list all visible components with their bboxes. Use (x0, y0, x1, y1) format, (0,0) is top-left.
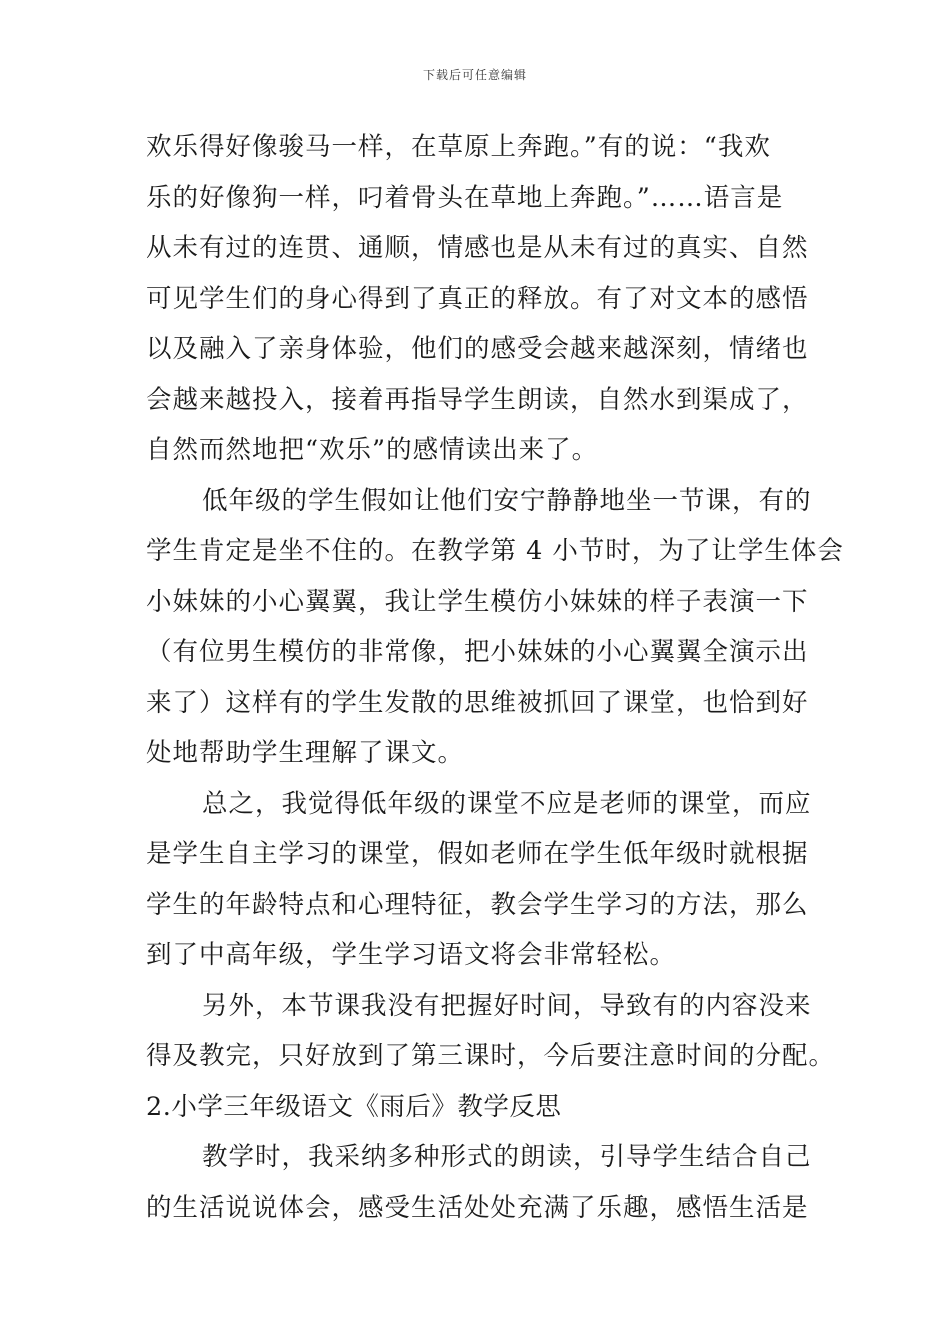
text-line: 学生肯定是坐不住的。在教学第 4 小节时，为了让学生体会 (146, 536, 844, 566)
page-header: 下载后可任意编辑 (422, 68, 527, 82)
text-line: 总之，我觉得低年级的课堂不应是老师的课堂，而应 (202, 788, 812, 819)
text-line: 乐的好像狗一样，叼着骨头在草地上奔跑。”……语言是 (146, 182, 784, 213)
text-line: 是学生自主学习的课堂，假如老师在学生低年级时就根据 (146, 839, 809, 869)
text-line: 会越来越投入，接着再指导学生朗读，自然水到渠成了， (146, 384, 809, 415)
text-line: 学生的年龄特点和心理特征，教会学生学习的方法，那么 (146, 889, 809, 920)
text-line: 从未有过的连贯、通顺，情感也是从未有过的真实、自然 (146, 233, 809, 263)
text-line: 的生活说说体会，感受生活处处充满了乐趣，感悟生活是 (146, 1192, 809, 1223)
text-line: 小妹妹的小心翼翼，我让学生模仿小妹妹的样子表演一下 (146, 586, 809, 617)
text-line: 以及融入了亲身体验，他们的感受会越来越深刻，情绪也 (146, 334, 809, 364)
document-body (146, 122, 844, 1233)
text-line: 处地帮助学生理解了课文。 (146, 738, 465, 768)
text-line: 来了）这样有的学生发散的思维被抓回了课堂，也恰到好 (146, 687, 809, 718)
section-heading: 2.小学三年级语文《雨后》教学反思 (146, 1091, 562, 1122)
text-line: 自然而然地把“欢乐”的感情读出来了。 (146, 435, 599, 465)
text-line: 教学时，我采纳多种形式的朗读，引导学生结合自己 (202, 1142, 812, 1172)
text-line: 另外，本节课我没有把握好时间，导致有的内容没来 (202, 990, 812, 1021)
text-line: （有位男生模仿的非常像，把小妹妹的小心翼翼全演示出 (146, 637, 809, 667)
text-line: 低年级的学生假如让他们安宁静静地坐一节课，有的 (202, 485, 812, 516)
text-line: 可见学生们的身心得到了真正的释放。有了对文本的感悟 (146, 283, 809, 314)
text-line: 到了中高年级，学生学习语文将会非常轻松。 (146, 940, 677, 970)
text-line: 欢乐得好像骏马一样，在草原上奔跑。”有的说：“我欢 (146, 132, 771, 162)
text-line: 得及教完，只好放到了第三课时，今后要注意时间的分配。 (146, 1041, 836, 1071)
